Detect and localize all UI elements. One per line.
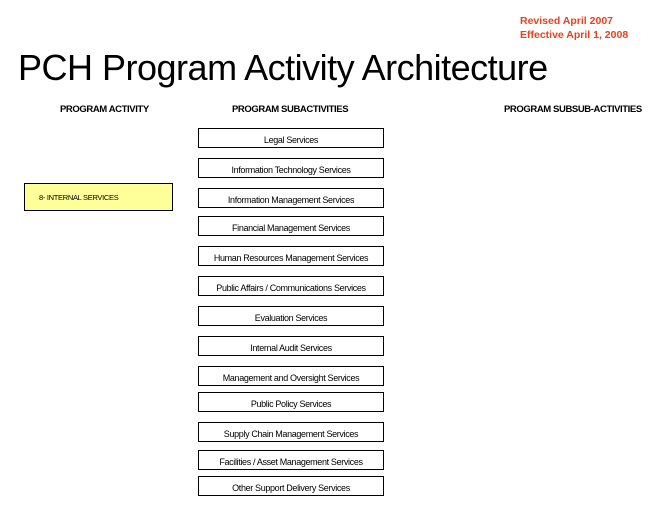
subactivity-label: Internal Audit Services bbox=[250, 343, 332, 353]
column-header-program-activity: PROGRAM ACTIVITY bbox=[60, 104, 149, 115]
subactivity-label: Evaluation Services bbox=[254, 313, 328, 323]
page-title: PCH Program Activity Architecture bbox=[18, 47, 548, 88]
subactivity-box bbox=[198, 392, 384, 412]
subactivity-box bbox=[198, 366, 384, 386]
effective-date: Effective April 1, 2008 bbox=[520, 29, 629, 41]
subactivity-label: Information Management Services bbox=[227, 195, 355, 205]
subactivity-label: Public Affairs / Communications Services bbox=[216, 283, 366, 293]
subactivity-label: Human Resources Management Services bbox=[213, 253, 369, 263]
subactivity-label: Management and Oversight Services bbox=[222, 373, 360, 383]
subactivity-label: Information Technology Services bbox=[231, 165, 351, 175]
subactivity-label: Supply Chain Management Services bbox=[223, 429, 359, 439]
column-header-program-subsub-activities: PROGRAM SUBSUB-ACTIVITIES bbox=[504, 104, 642, 115]
subactivity-box bbox=[198, 422, 384, 442]
subactivity-box bbox=[198, 276, 384, 296]
subactivity-label: Public Policy Services bbox=[250, 399, 332, 409]
subactivity-label: Facilities / Asset Management Services bbox=[219, 457, 363, 467]
subactivity-label: Financial Management Services bbox=[232, 223, 350, 233]
program-activity-label: 8- INTERNAL SERVICES bbox=[39, 192, 119, 202]
revision-date: Revised April 2007 bbox=[520, 15, 613, 27]
revision-note bbox=[520, 14, 628, 42]
subactivity-box bbox=[198, 158, 384, 178]
subactivity-label: Other Support Delivery Services bbox=[232, 483, 350, 493]
program-activity-box bbox=[24, 183, 173, 211]
subactivity-box bbox=[198, 246, 384, 266]
column-header-program-subactivities: PROGRAM SUBACTIVITIES bbox=[232, 104, 349, 115]
subactivity-box bbox=[198, 188, 384, 208]
subactivity-box bbox=[198, 450, 384, 470]
subactivity-box bbox=[198, 216, 384, 236]
subactivity-box bbox=[198, 306, 384, 326]
subactivity-box bbox=[198, 476, 384, 496]
subactivity-box bbox=[198, 336, 384, 356]
subactivity-label: Legal Services bbox=[263, 135, 319, 145]
subactivity-box bbox=[198, 128, 384, 148]
